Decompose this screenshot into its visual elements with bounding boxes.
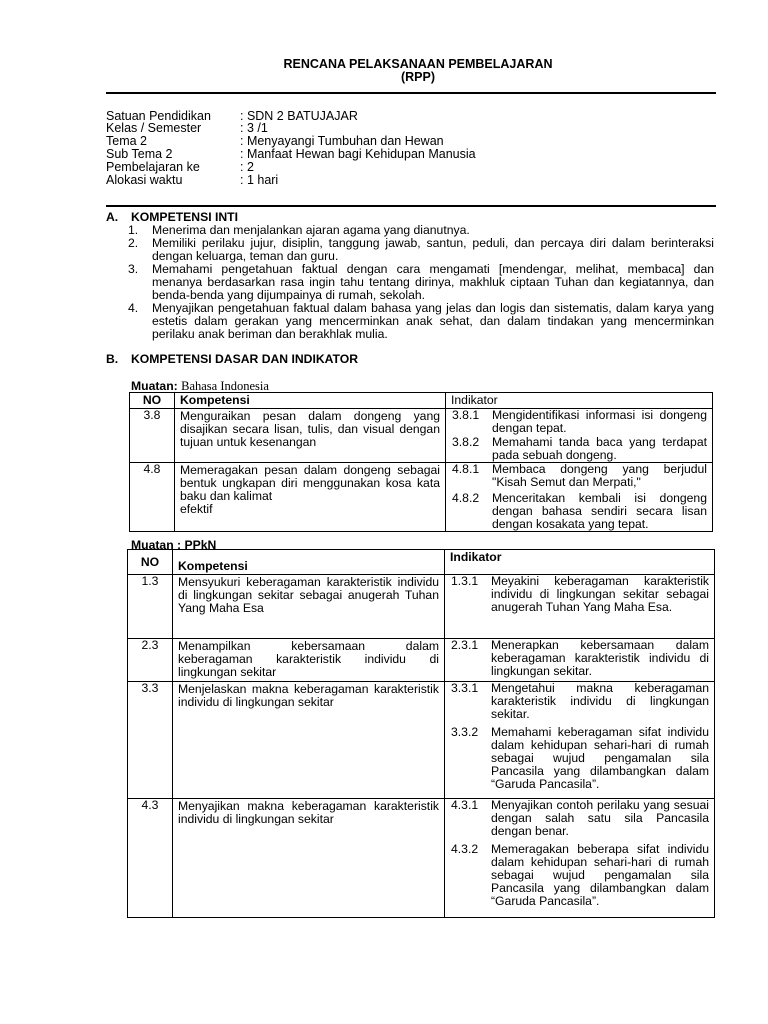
document-subtitle: (RPP) — [400, 70, 436, 84]
ki-text: Menyajikan pengetahuan faktual dalam bahasa yang jelas dan logis dan sistematis, dalam karya yang estetis dalam gerakan yang mencerminkan anak sehat, dan dalam tindakan yang mencerminkan perilaku anak beriman dan berakhlak mulia. — [152, 301, 714, 341]
section-letter: B. — [106, 352, 119, 366]
section-letter: A. — [106, 210, 119, 224]
row-kompetensi: Menyajikan makna keberagaman karakteristik individu di lingkungan sekitar — [173, 799, 445, 918]
identity-value: : 2 — [240, 160, 254, 174]
table-header-row — [130, 393, 713, 409]
identity-key: Tema 2 — [106, 134, 147, 148]
identity-key: Kelas / Semester — [106, 121, 202, 135]
indicator-code: 1.3.1 — [451, 574, 479, 588]
row-kompetensi — [175, 463, 446, 532]
indicator-code: 4.3.1 — [451, 798, 479, 812]
indicator-text: Meyakini keberagaman karakteristik individu di lingkungan sekitar sebagai anugerah Tuhan Yang Maha Esa. — [491, 574, 709, 614]
indicator-text: Menyajikan contoh perilaku yang sesuai dengan salah satu sila Pancasila dengan benar. — [491, 798, 709, 838]
table-row — [128, 639, 715, 682]
indicator-item — [446, 409, 712, 435]
indicator-code: 4.3.2 — [451, 842, 479, 856]
indicator-text: Menceritakan kembali isi dongeng dengan bahasa sendiri secara lisan dengan kosakata yang tepat. — [492, 491, 707, 531]
table-row — [128, 682, 715, 799]
row-no: 4.3 — [128, 799, 173, 918]
indicator-item — [446, 492, 712, 531]
document-title: RENCANA PELAKSANAAN PEMBELAJARAN — [283, 57, 553, 71]
row-indikator — [445, 799, 715, 918]
indicator-code: 2.3.1 — [451, 638, 479, 652]
indicator-code: 3.3.2 — [451, 725, 479, 739]
identity-key: Pembelajaran ke — [106, 160, 200, 174]
identity-value: : 3 /1 — [240, 121, 268, 135]
identity-key: Alokasi waktu — [106, 173, 183, 187]
indicator-text: Mengidentifikasi informasi isi dongeng dengan tepat. — [492, 408, 707, 435]
header-indikator: Indikator — [445, 550, 715, 575]
indicator-item — [446, 463, 712, 489]
row-kompetensi: Menjelaskan makna keberagaman karakteristik individu di lingkungan sekitar — [173, 682, 445, 799]
row-no: 2.3 — [128, 639, 173, 682]
identity-divider — [106, 205, 716, 207]
ki-number: 3. — [128, 262, 139, 276]
ki-text: Menerima dan menjalankan ajaran agama yang dianutnya. — [152, 223, 470, 237]
kompetensi-text: Memeragakan pesan dalam dongeng sebagai bentuk ungkapan diri menggunakan kosa kata baku dan kalimat — [180, 463, 440, 503]
kompetensi-text-extra: efektif — [180, 502, 213, 516]
indicator-code: 3.8.2 — [452, 435, 480, 449]
section-title: KOMPETENSI INTI — [131, 210, 238, 224]
row-kompetensi: Menampilkan kebersamaan dalam keberagaman karakteristik individu di lingkungan sekitar — [173, 639, 445, 682]
identity-value: : Menyayangi Tumbuhan dan Hewan — [240, 134, 444, 148]
indicator-code: 4.8.2 — [452, 491, 480, 505]
indicator-item — [445, 726, 714, 791]
muatan-key: Muatan: — [131, 379, 178, 393]
header-indikator: Indikator — [446, 393, 713, 409]
section-title: KOMPETENSI DASAR DAN INDIKATOR — [131, 352, 359, 366]
row-indikator — [445, 575, 715, 639]
identity-value: : SDN 2 BATUJAJAR — [240, 109, 358, 123]
row-kompetensi: Menguraikan pesan dalam dongeng yang disajikan secara lisan, tulis, dan visual dengan tujuan untuk kesenangan — [175, 409, 446, 463]
identity-value: : Manfaat Hewan bagi Kehidupan Manusia — [240, 147, 476, 161]
ki-text: Memiliki perilaku jujur, disiplin, tanggung jawab, santun, peduli, dan percaya diri dalam berinteraksi dengan keluarga, teman dan guru. — [152, 236, 714, 263]
row-indikator — [446, 463, 713, 532]
indicator-item — [446, 436, 712, 462]
indicator-item — [445, 575, 714, 614]
identity-key: Sub Tema 2 — [106, 147, 173, 161]
indicator-text: Membaca dongeng yang berjudul "Kisah Semut dan Merpati," — [492, 462, 707, 489]
row-no: 4.8 — [130, 463, 175, 532]
indicator-text: Memahami tanda baca yang terdapat pada sebuah dongeng. — [492, 435, 707, 462]
ki-text: Memahami pengetahuan faktual dengan cara mengamati [mendengar, melihat, membaca] dan menanya berdasarkan rasa ingin tahu tentang dirinya, makhluk ciptaan Tuhan dan kegiatannya, dan benda-benda yang dijumpainya di rumah, sekolah. — [152, 262, 714, 302]
indicator-code: 4.8.1 — [452, 462, 480, 476]
header-kompetensi: Kompetensi — [175, 393, 446, 409]
indicator-text: Memahami keberagaman sifat individu dalam kehidupan sehari-hari di rumah sebagai wujud pengamalan sila Pancasila yang dilambangkan dalam “Garuda Pancasila”. — [491, 725, 709, 791]
row-kompetensi: Mensyukuri keberagaman karakteristik individu di lingkungan sekitar sebagai anugerah Tuhan Yang Maha Esa — [173, 575, 445, 639]
table-header-row — [128, 550, 715, 575]
ki-number: 2. — [128, 236, 139, 250]
row-indikator — [445, 682, 715, 799]
identity-value: : 1 hari — [240, 173, 279, 187]
header-no: NO — [130, 393, 175, 409]
indicator-item — [445, 639, 714, 678]
muatan-key: Muatan : PPkN — [131, 538, 217, 552]
indicator-item — [445, 682, 714, 721]
kd-table-bahasa-indonesia — [129, 392, 713, 532]
row-indikator — [446, 409, 713, 463]
table-row — [130, 409, 713, 463]
table-row — [130, 463, 713, 532]
header-kompetensi: Kompetensi — [173, 550, 445, 575]
row-no: 3.3 — [128, 682, 173, 799]
indicator-text: Mengetahui makna keberagaman karakteristik individu di lingkungan sekitar. — [491, 681, 709, 721]
indicator-text: Memeragakan beberapa sifat individu dalam kehidupan sehari-hari di rumah sebagai wujud pengamalan sila Pancasila yang dilambangkan dalam “Garuda Pancasila”. — [491, 842, 709, 908]
table-row — [128, 575, 715, 639]
muatan-value: Bahasa Indonesia — [181, 379, 269, 393]
row-no: 1.3 — [128, 575, 173, 639]
indicator-item — [445, 843, 714, 908]
kd-table-ppkn — [127, 549, 715, 918]
row-indikator — [445, 639, 715, 682]
row-no: 3.8 — [130, 409, 175, 463]
table-row — [128, 799, 715, 918]
top-divider — [106, 92, 716, 94]
indicator-item — [445, 799, 714, 838]
indicator-text: Menerapkan kebersamaan dalam keberagaman karakteristik individu di lingkungan sekitar. — [491, 638, 709, 678]
indicator-code: 3.8.1 — [452, 408, 480, 422]
ki-number: 1. — [128, 223, 139, 237]
identity-key: Satuan Pendidikan — [106, 109, 211, 123]
header-no: NO — [128, 550, 173, 575]
ki-number: 4. — [128, 301, 139, 315]
indicator-code: 3.3.1 — [451, 681, 479, 695]
